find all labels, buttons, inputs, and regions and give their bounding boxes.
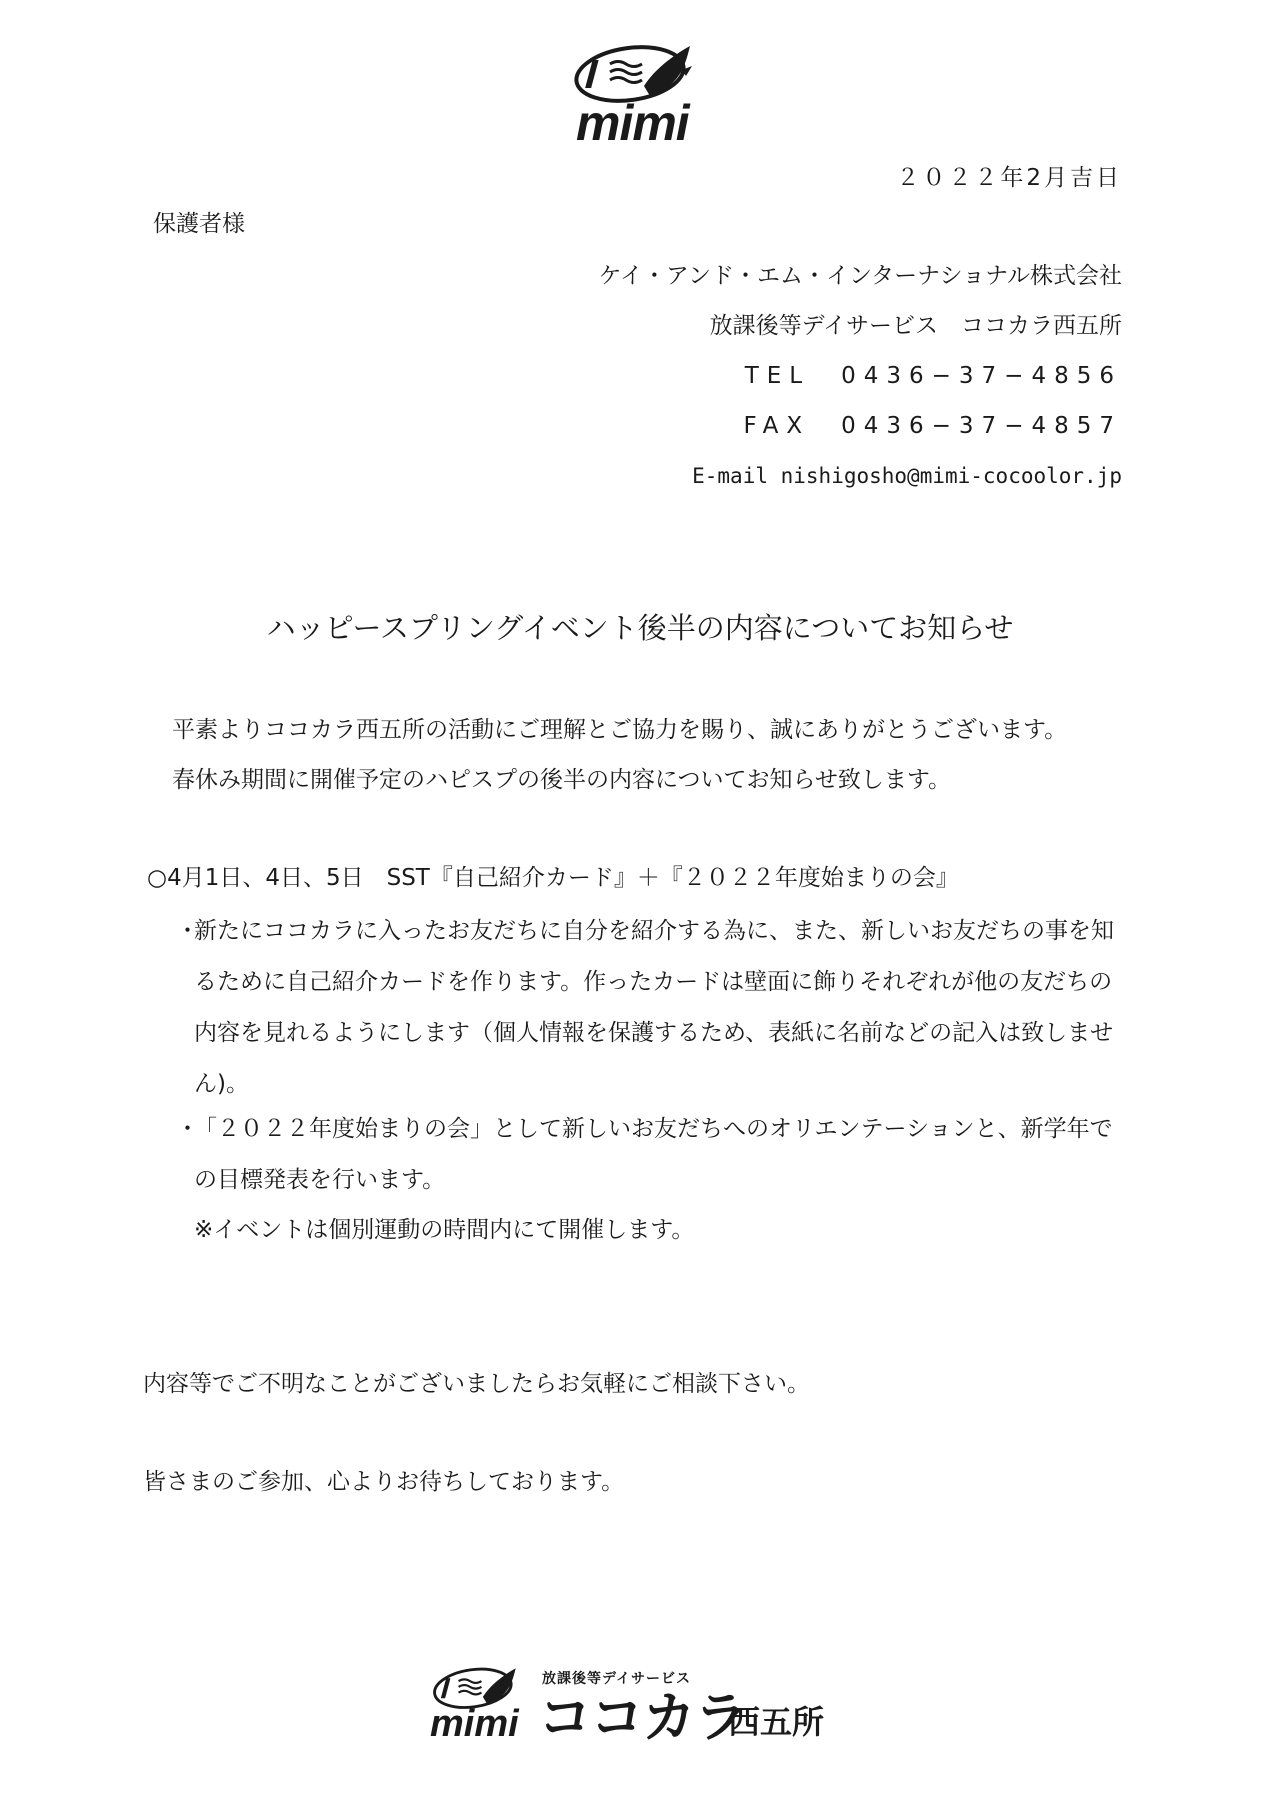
- cococara-logo: [430, 1664, 850, 1760]
- footer-brand: mimi: [430, 1703, 519, 1745]
- footer-service: 放課後等デイサービス: [542, 1671, 692, 1687]
- bullet-mark: ・: [176, 918, 199, 944]
- footer-branch: 西五所: [728, 1703, 825, 1741]
- event-note: ※イベントは個別運動の時間内にて開催します。: [194, 1217, 695, 1243]
- bullet-mark: ・: [176, 1116, 199, 1142]
- sender-tel: TEL 0436−37−4856: [744, 363, 1122, 389]
- notice-title: ハッピースプリングイベント後半の内容についてお知らせ: [266, 611, 1014, 645]
- addressee: 保護者様: [153, 211, 245, 237]
- sender-office: 放課後等デイサービス ココカラ西五所: [709, 313, 1122, 339]
- bullet-text: 新たにココカラに入ったお友だちに自分を紹介する為に、また、新しいお友だちの事を知るために自己紹介カードを作ります。作ったカードは壁面に飾りそれぞれが他の友だちの内容を見れるようにします（個人情報を保護するため、表紙に名前などの記入は致しません)。: [194, 918, 1114, 1097]
- sender-fax: FAX 0436−37−4857: [743, 413, 1122, 439]
- closing-line: 内容等でご不明なことがございましたらお気軽にご相談下さい。: [143, 1371, 810, 1397]
- issue-date: ２０２２年2月吉日: [896, 165, 1122, 191]
- event-bullet: [176, 906, 1134, 1110]
- brand-name: mimi: [576, 95, 689, 151]
- sender-email: E-mail nishigosho@mimi-cocoolor.jp: [692, 464, 1122, 488]
- intro-line: 春休み期間に開催予定のハピスプの後半の内容についてお知らせ致します。: [172, 767, 952, 793]
- intro-line: 平素よりココカラ西五所の活動にご理解とご協力を賜り、誠にありがとうございます。: [172, 717, 1068, 743]
- footer-name: ココカラ: [538, 1686, 746, 1749]
- event-bullet: [176, 1104, 1134, 1206]
- bullet-text: 「２０２２年度始まりの会」として新しいお友だちへのオリエンテーションと、新学年での目標発表を行います。: [194, 1116, 1113, 1193]
- mimi-logo: [572, 40, 708, 151]
- closing-line: 皆さまのご参加、心よりお待ちしております。: [143, 1469, 625, 1495]
- event-header: ○4月1日、4日、5日 SST『自己紹介カード』＋『２０２２年度始まりの会』: [147, 865, 959, 891]
- sender-company: ケイ・アンド・エム・インターナショナル株式会社: [598, 263, 1122, 289]
